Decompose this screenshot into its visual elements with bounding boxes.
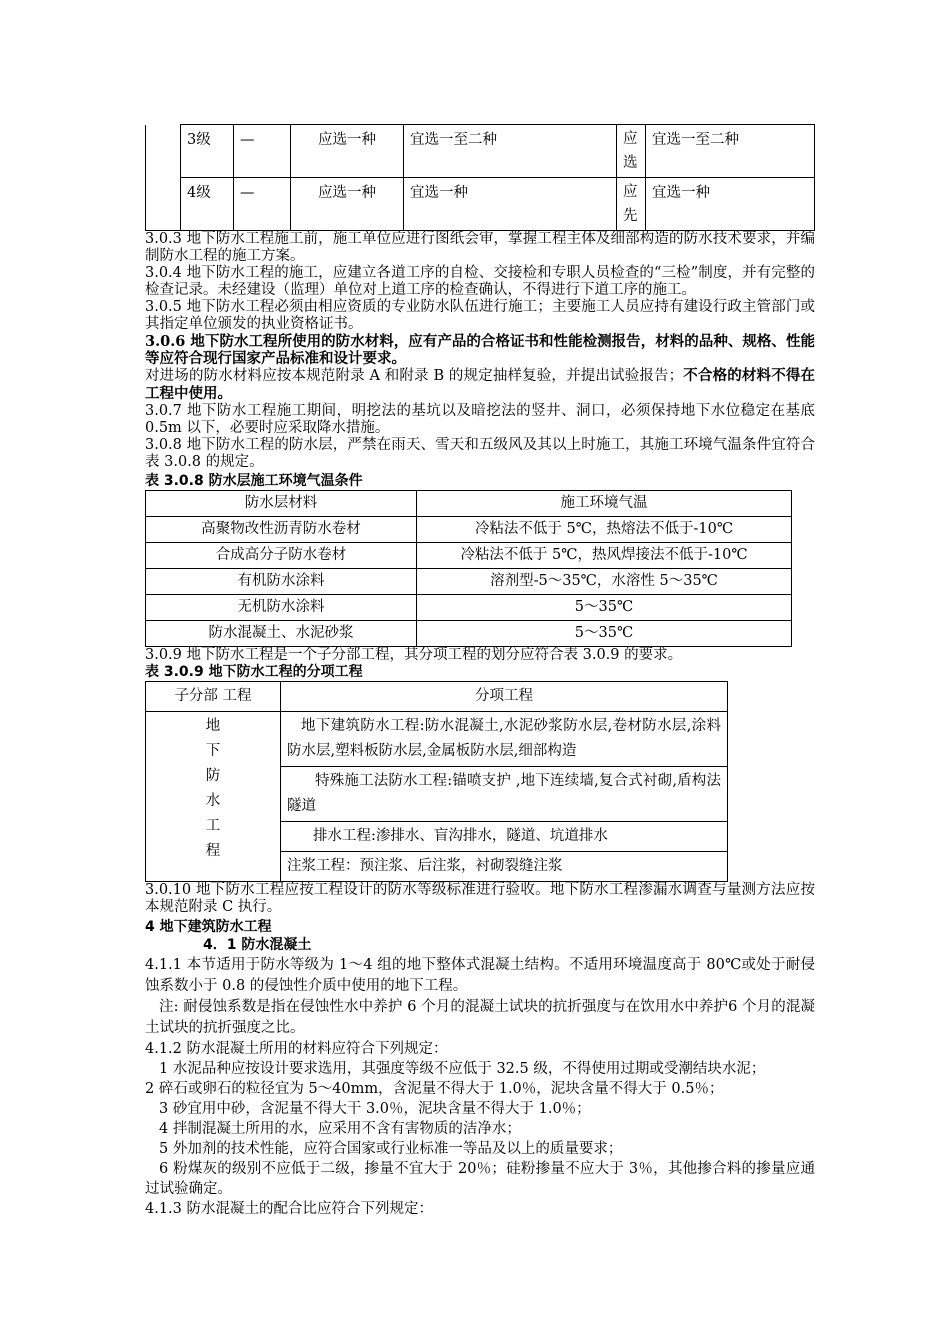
paragraph-3-0-9: 3.0.9 地下防水工程是一个子分部工程，其分项工程的划分应符合表 3.0.9 的要求。 — [145, 647, 683, 663]
cell: 应选一种 — [291, 125, 404, 178]
table-row — [146, 595, 792, 621]
grade-cell: 4级 — [181, 178, 234, 231]
table-row — [146, 517, 792, 543]
cell: 合成高分子防水卷材 — [146, 543, 417, 569]
table-row — [146, 569, 792, 595]
table-caption: 表 3.0.8 防水层施工环境气温条件 — [145, 473, 363, 489]
cell: 宜选一至二种 — [404, 125, 617, 178]
cell: 防水混凝土、水泥砂浆 — [146, 621, 417, 647]
cell: 冷粘法不低于 5℃，热熔法不低于-10℃ — [417, 517, 792, 543]
cell: 冷粘法不低于 5℃，热风焊接法不低于-10℃ — [417, 543, 792, 569]
paragraph-3-0-10: 3.0.10 地下防水工程应按工程设计的防水等级标准进行验收。地下防水工程渗漏水调查与量测方法应按本规范附录 C 执行。 — [145, 882, 815, 915]
cell: 注浆工程：预注浆、后注浆，衬砌裂缝注浆 — [281, 852, 728, 882]
subitem-table — [145, 681, 728, 882]
table-row — [146, 621, 792, 647]
table-row — [146, 125, 815, 178]
dash-cell: — — [234, 125, 291, 178]
paragraph-4-1-1: 4.1.1 本节适用于防水等级为 1～4 组的地下整体式混凝土结构。不适用环境温度高于 80℃或处于耐侵蚀系数小于 0.8 的侵蚀性介质中使用的地下工程。 — [145, 957, 815, 994]
text: 对进场的防水材料应按本规范附录 A 和附录 B 的规定抽样复验，并提出试验报告； — [145, 368, 684, 384]
column-header: 施工环境气温 — [417, 491, 792, 517]
cell: 宜选一至二种 — [646, 125, 815, 178]
list-item: 5 外加剂的技术性能，应符合国家或行业标准一等品及以上的质量要求； — [159, 1141, 623, 1157]
cell: 5～35℃ — [417, 595, 792, 621]
list-item: 2 碎石或卵石的粒径宜为 5～40mm，含泥量不得大于 1.0％，泥块含量不得大于 0.5％； — [145, 1081, 724, 1097]
subsection-heading: 4．1 防水混凝土 — [203, 937, 312, 953]
cell: 应选一种 — [291, 178, 404, 231]
cell: 无机防水涂料 — [146, 595, 417, 621]
table-header-row — [146, 491, 792, 517]
grade-cell: 3级 — [181, 125, 234, 178]
cell: 排水工程:渗排水、盲沟排水，隧道、坑道排水 — [281, 822, 728, 852]
cell: 宜选一种 — [404, 178, 617, 231]
paragraph-4-1-3: 4.1.3 防水混凝土的配合比应符合下列规定： — [145, 1201, 434, 1217]
cell: 应先 — [617, 178, 646, 231]
column-header: 子分部 工程 — [146, 682, 281, 712]
list-item: 6 粉煤灰的级别不应低于二级，掺量不宜大于 20％；硅粉掺量不应大于 3％，其他掺合料的掺量应通过试验确定。 — [145, 1161, 815, 1197]
column-header: 防水层材料 — [146, 491, 417, 517]
dash-cell: — — [234, 178, 291, 231]
table-caption: 表 3.0.9 地下防水工程的分项工程 — [145, 664, 363, 680]
table-row — [146, 543, 792, 569]
column-header: 分项工程 — [281, 682, 728, 712]
vertical-label-cell — [146, 712, 281, 882]
paragraph-3-0-5: 3.0.5 地下防水工程必须由相应资质的专业防水队伍进行施工；主要施工人员应持有建设行政主管部门或其指定单位颁发的执业资格证书。 — [145, 299, 815, 332]
note: 注: 耐侵蚀系数是指在侵蚀性水中养护 6 个月的混凝土试块的抗折强度与在饮用水中养护6 个月的混凝土试块的抗折强度之比。 — [145, 999, 815, 1036]
list-item: 1 水泥品种应按设计要求选用，其强度等级不应低于 32.5 级，不得使用过期或受潮结块水泥； — [159, 1061, 766, 1077]
cell: 5～35℃ — [417, 621, 792, 647]
cell: 有机防水涂料 — [146, 569, 417, 595]
paragraph-3-0-6: 3.0.6 地下防水工程所使用的防水材料，应有产品的合格证书和性能检测报告，材料的品种、规格、性能等应符合现行国家产品标准和设计要求。 — [145, 333, 815, 367]
section-heading: 4 地下建筑防水工程 — [145, 919, 272, 935]
paragraph-3-0-6-b — [145, 367, 815, 403]
vertical-char: 水 — [205, 793, 221, 809]
list-item: 4 拌制混凝土所用的水，应采用不含有害物质的洁净水； — [159, 1121, 521, 1137]
paragraph-3-0-4: 3.0.4 地下防水工程的施工，应建立各道工序的自检、交接检和专职人员检查的“三检”制度，并有完整的检查记录。未经建设（监理）单位对上道工序的检查确认，不得进行下道工序的施工。 — [145, 265, 815, 298]
cell: 宜选一种 — [646, 178, 815, 231]
bold-text: 不合格的材料不得在工程中使用。 — [145, 367, 815, 402]
cell: 特殊施工法防水工程:锚喷支护 ,地下连续墙,复合式衬砌,盾构法隧道 — [281, 767, 728, 822]
vertical-char: 防 — [205, 768, 221, 784]
vertical-char: 工 — [205, 818, 221, 834]
cell: 应选 — [617, 125, 646, 178]
blank-cell — [146, 125, 181, 231]
paragraph-3-0-3: 3.0.3 地下防水工程施工前，施工单位应进行图纸会审，掌握工程主体及细部构造的防水技术要求，并编制防水工程的施工方案。 — [145, 231, 815, 264]
table-row — [146, 178, 815, 231]
vertical-char: 地 — [205, 718, 221, 734]
paragraph-3-0-8: 3.0.8 地下防水工程的防水层，严禁在雨天、雪天和五级风及其以上时施工，其施工环境气温条件宜符合表 3.0.8 的规定。 — [145, 437, 815, 470]
env-temperature-table — [145, 490, 792, 647]
paragraph-4-1-2: 4.1.2 防水混凝土所用的材料应符合下列规定： — [145, 1041, 448, 1057]
cell: 地下建筑防水工程:防水混凝土,水泥砂浆防水层,卷材防水层,涂料防水层,塑料板防水层,金属板防水层,细部构造 — [281, 712, 728, 767]
table-header-row — [146, 682, 728, 712]
vertical-char: 程 — [205, 843, 221, 859]
cell: 高聚物改性沥青防水卷材 — [146, 517, 417, 543]
document-page — [145, 124, 815, 1219]
list-item: 3 砂宜用中砂，含泥量不得大干 3.0％，泥块含量不得大于 1.0％； — [159, 1101, 591, 1117]
table-row — [146, 712, 728, 767]
grade-table — [145, 124, 815, 231]
vertical-char: 下 — [205, 743, 221, 759]
cell: 溶剂型-5～35℃，水溶性 5～35℃ — [417, 569, 792, 595]
paragraph-3-0-7: 3.0.7 地下防水工程施工期间，明挖法的基坑以及暗挖法的竖井、洞口，必须保持地下水位稳定在基底 0.5m 以下，必要时应采取降水措施。 — [145, 403, 815, 436]
